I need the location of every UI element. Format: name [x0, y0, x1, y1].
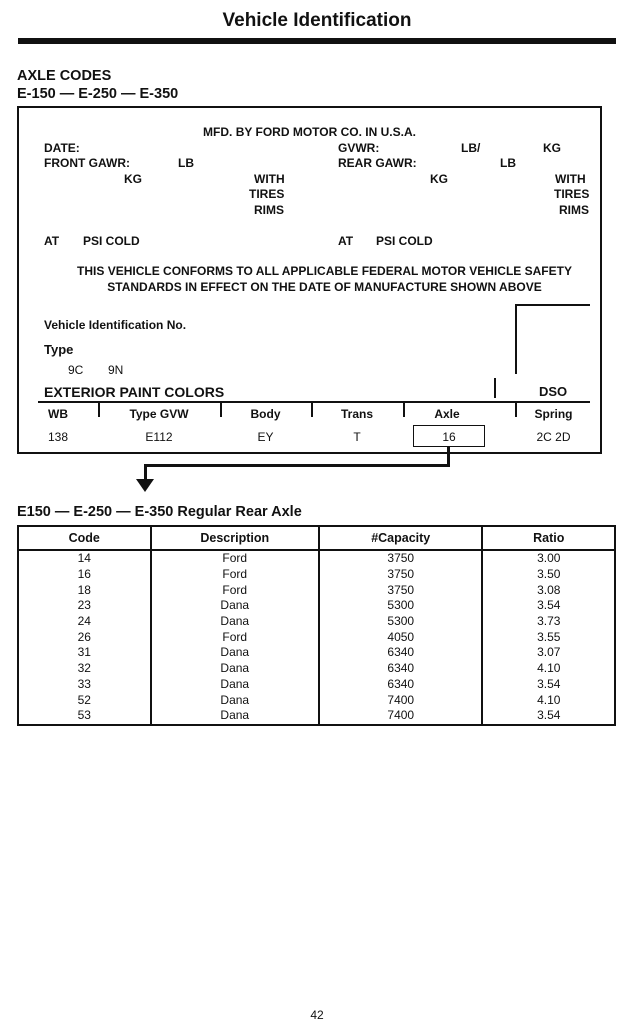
cell-code: 24	[18, 614, 151, 630]
cell-capacity: 7400	[319, 708, 482, 725]
cell-ratio: 3.50	[482, 567, 615, 583]
cell-code: 23	[18, 598, 151, 614]
cell-description: Dana	[151, 645, 320, 661]
cell-code: 31	[18, 645, 151, 661]
col-header-trans: Trans	[340, 407, 373, 421]
rear-with: WITH	[555, 172, 586, 186]
table-row	[18, 567, 615, 583]
rear-gawr-lb-unit: LB	[500, 156, 516, 170]
cell-code: 53	[18, 708, 151, 725]
table-row	[18, 661, 615, 677]
date-label: DATE:	[44, 141, 80, 155]
header-description: Description	[151, 526, 320, 550]
cell-ratio: 3.54	[482, 677, 615, 693]
col-header-body: Body	[250, 407, 281, 421]
front-gawr-kg-unit: KG	[124, 172, 142, 186]
front-gawr-label: FRONT GAWR:	[44, 156, 130, 170]
axle-table-title: E150 — E-250 — E-350 Regular Rear Axle	[17, 504, 302, 520]
vin-label: Vehicle Identification No.	[44, 318, 187, 332]
section-heading: AXLE CODES	[17, 68, 112, 84]
cell-capacity: 7400	[319, 692, 482, 708]
paint-colors-label: EXTERIOR PAINT COLORS	[44, 384, 225, 400]
rear-rims: RIMS	[559, 203, 589, 217]
gvwr-kg-unit: KG	[543, 141, 561, 155]
cell-ratio: 3.00	[482, 550, 615, 567]
cell-ratio: 3.54	[482, 598, 615, 614]
page-number: 42	[310, 1008, 324, 1022]
table-row	[18, 598, 615, 614]
pointer-arrow-horizontal	[144, 464, 450, 467]
mfd-line: MFD. BY FORD MOTOR CO. IN U.S.A.	[203, 125, 416, 139]
conformance-line-2: STANDARDS IN EFFECT ON THE DATE OF MANUFACTURE SHOWN ABOVE	[107, 280, 542, 294]
cell-ratio: 3.08	[482, 582, 615, 598]
table-row	[18, 708, 615, 725]
rear-axle-table	[17, 525, 616, 726]
cell-capacity: 3750	[319, 582, 482, 598]
vin-corner-top-line	[515, 304, 590, 306]
front-psi-cold: PSI COLD	[83, 234, 140, 248]
cell-code: 32	[18, 661, 151, 677]
cell-capacity: 5300	[319, 598, 482, 614]
conformance-line-1: THIS VEHICLE CONFORMS TO ALL APPLICABLE FEDERAL MOTOR VEHICLE SAFETY	[77, 264, 572, 278]
rear-psi-cold: PSI COLD	[376, 234, 433, 248]
header-ratio: Ratio	[482, 526, 615, 550]
cell-description: Dana	[151, 614, 320, 630]
table-row	[18, 582, 615, 598]
header-capacity: #Capacity	[319, 526, 482, 550]
table-header-row	[18, 526, 615, 550]
type-value-9c: 9C	[68, 363, 84, 377]
cell-code: 18	[18, 582, 151, 598]
pointer-arrow-head-icon	[136, 479, 154, 492]
cell-description: Ford	[151, 582, 320, 598]
table-row	[18, 629, 615, 645]
gvwr-label: GVWR:	[338, 141, 380, 155]
cell-code: 26	[18, 629, 151, 645]
value-body: EY	[257, 430, 274, 444]
type-label: Type	[44, 342, 74, 357]
front-rims: RIMS	[254, 203, 284, 217]
table-row	[18, 614, 615, 630]
vin-corner-side-line	[515, 304, 517, 374]
cell-ratio: 3.54	[482, 708, 615, 725]
header-code: Code	[18, 526, 151, 550]
col-header-axle: Axle	[434, 407, 460, 421]
col-header-type-gvw: Type GVW	[129, 407, 189, 421]
cell-capacity: 6340	[319, 645, 482, 661]
cell-ratio: 4.10	[482, 661, 615, 677]
cell-description: Dana	[151, 661, 320, 677]
cell-description: Dana	[151, 598, 320, 614]
rear-at: AT	[338, 234, 354, 248]
gvwr-lb-unit: LB/	[461, 141, 481, 155]
front-at: AT	[44, 234, 60, 248]
value-type-gvw: E112	[145, 430, 173, 444]
cell-code: 33	[18, 677, 151, 693]
front-gawr-lb-unit: LB	[178, 156, 194, 170]
cell-code: 16	[18, 567, 151, 583]
cell-description: Dana	[151, 677, 320, 693]
value-wb: 138	[48, 430, 69, 444]
table-row	[18, 692, 615, 708]
rear-gawr-kg-unit: KG	[430, 172, 448, 186]
front-tires: TIRES	[249, 187, 285, 201]
code-row-rule	[38, 401, 590, 403]
type-value-9n: 9N	[108, 363, 124, 377]
front-with: WITH	[254, 172, 285, 186]
cell-description: Dana	[151, 708, 320, 725]
page-title: Vehicle Identification	[222, 10, 412, 31]
cell-capacity: 6340	[319, 677, 482, 693]
value-spring: 2C 2D	[536, 430, 571, 444]
cell-capacity: 3750	[319, 550, 482, 567]
pointer-arrow-stem-bottom	[144, 464, 147, 480]
cell-description: Dana	[151, 692, 320, 708]
cell-capacity: 6340	[319, 661, 482, 677]
cell-capacity: 3750	[319, 567, 482, 583]
value-axle: 16	[442, 430, 456, 444]
rear-gawr-label: REAR GAWR:	[338, 156, 417, 170]
cell-ratio: 4.10	[482, 692, 615, 708]
section-subheading: E-150 — E-250 — E-350	[17, 86, 179, 102]
dso-label: DSO	[539, 384, 568, 399]
cell-code: 14	[18, 550, 151, 567]
table-row	[18, 677, 615, 693]
cell-description: Ford	[151, 629, 320, 645]
cell-code: 52	[18, 692, 151, 708]
paint-divider	[494, 378, 496, 398]
table-row	[18, 645, 615, 661]
rear-tires: TIRES	[554, 187, 590, 201]
table-row	[18, 550, 615, 567]
title-rule	[18, 38, 616, 44]
value-trans: T	[353, 430, 361, 444]
cell-capacity: 5300	[319, 614, 482, 630]
cell-capacity: 4050	[319, 629, 482, 645]
cell-ratio: 3.73	[482, 614, 615, 630]
cell-description: Ford	[151, 567, 320, 583]
cell-ratio: 3.55	[482, 629, 615, 645]
cell-ratio: 3.07	[482, 645, 615, 661]
col-header-wb: WB	[48, 407, 68, 421]
col-header-spring: Spring	[534, 407, 573, 421]
cell-description: Ford	[151, 550, 320, 567]
